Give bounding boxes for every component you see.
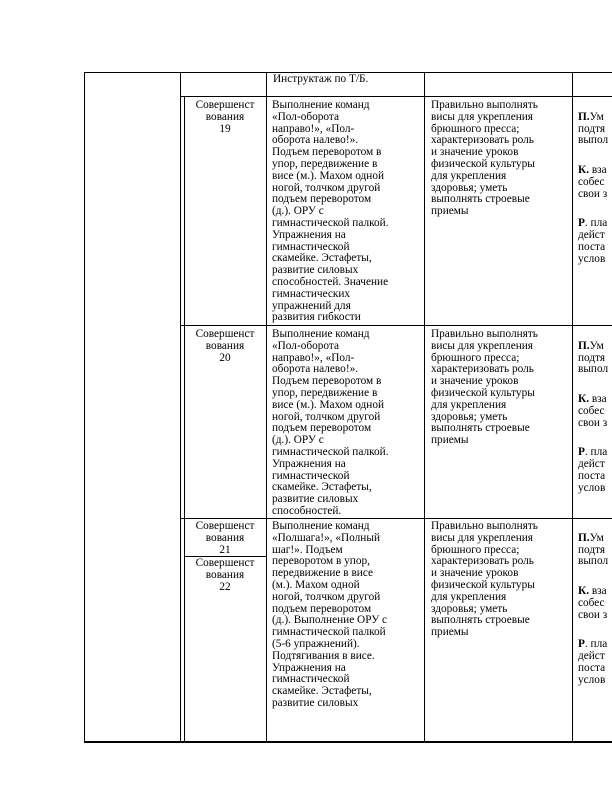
lesson-results: Правильно выполнять висы для укрепления брюшного пресса; характеризовать роль и значение уроков физической культуры для укрепления здоровья; уметь выполнять строевые приемы xyxy=(431,328,538,447)
uud-text: Ум подтя выпол xyxy=(578,531,609,568)
uud-key: К. xyxy=(578,584,590,597)
lesson-results: Правильно выполнять висы для укрепления брюшного пресса; характеризовать роль и значение уроков физической культуры для укрепления здоровья; уметь выполнять строевые приемы xyxy=(431,520,538,639)
lesson-content: Выполнение команд «Пол-оборота направо!», «Пол- оборота налево!». Подъем переворотом в упор, передвижение в висе (м.). Махом одной ногой, толчком другой подъем переворотом (д.). ОРУ с гимнастической палкой. Упражнения на гимнастической скамейке. Эстафеты, развитие силовых способностей. Значение гимнастических упражнений для развития гибкости xyxy=(272,99,389,324)
uud-text: . пла дейст поста услов xyxy=(578,217,608,265)
column-divider xyxy=(180,72,181,743)
uud-key: П. xyxy=(578,531,590,544)
uud-key: Р xyxy=(578,446,585,459)
uud-cell xyxy=(578,329,612,494)
column-divider xyxy=(84,72,85,743)
column-divider xyxy=(572,72,573,743)
column-divider xyxy=(424,72,425,743)
uud-text: вза собес свои з xyxy=(578,163,608,200)
uud-text: . пла дейст поста услов xyxy=(578,446,608,494)
uud-key: Р xyxy=(578,217,585,230)
row-divider xyxy=(180,518,612,519)
lesson-results: Правильно выполнять висы для укрепления брюшного пресса; характеризовать роль и значение уроков физической культуры для укрепления здоровья; уметь выполнять строевые приемы xyxy=(431,99,538,218)
lesson-content: Выполнение команд «Полшага!», «Полный шаг!». Подъем переворотом в упор, передвижение в висе (м.). Махом одной ногой, толчком другой подъем переворотом (д.). Выполнение ОРУ с гимнастической палкой (5-6 упражнений). Подтягивания в висе. Упражнения на гимнастической скамейке. Эстафеты, развитие силовых xyxy=(272,520,388,709)
uud-text: Ум подтя выпол xyxy=(578,110,609,147)
lesson-label: Совершенст вования 22 xyxy=(195,557,255,593)
uud-text: вза собес свои з xyxy=(578,584,608,621)
uud-text: вза собес свои з xyxy=(578,392,608,429)
row-divider xyxy=(180,325,612,326)
top-row-content: Инструктаж по Т/Б. xyxy=(273,73,369,85)
uud-text: . пла дейст поста услов xyxy=(578,638,608,686)
row-divider xyxy=(180,96,612,97)
table-bottom-border xyxy=(84,741,612,743)
uud-text: Ум подтя выпол xyxy=(578,339,609,376)
column-divider xyxy=(184,96,185,743)
uud-key: К. xyxy=(578,392,590,405)
uud-key: К. xyxy=(578,163,590,176)
uud-key: П. xyxy=(578,339,590,352)
column-divider xyxy=(266,72,267,743)
uud-cell xyxy=(578,521,612,686)
lesson-label: Совершенст вования 21 xyxy=(195,520,255,556)
lesson-label: Совершенст вования 19 xyxy=(195,99,255,135)
uud-key: Р xyxy=(578,638,585,651)
uud-key: П. xyxy=(578,110,590,123)
uud-cell xyxy=(578,100,612,265)
lesson-label: Совершенст вования 20 xyxy=(195,328,255,364)
lesson-content: Выполнение команд «Пол-оборота направо!», «Пол- оборота налево!». Подъем переворотом в упор, передвижение в висе (м.). Махом одной ногой, толчком другой подъем переворотом (д.). ОРУ с гимнастической палкой. Упражнения на гимнастической скамейке. Эстафеты, развитие силовых способностей. xyxy=(272,328,389,517)
